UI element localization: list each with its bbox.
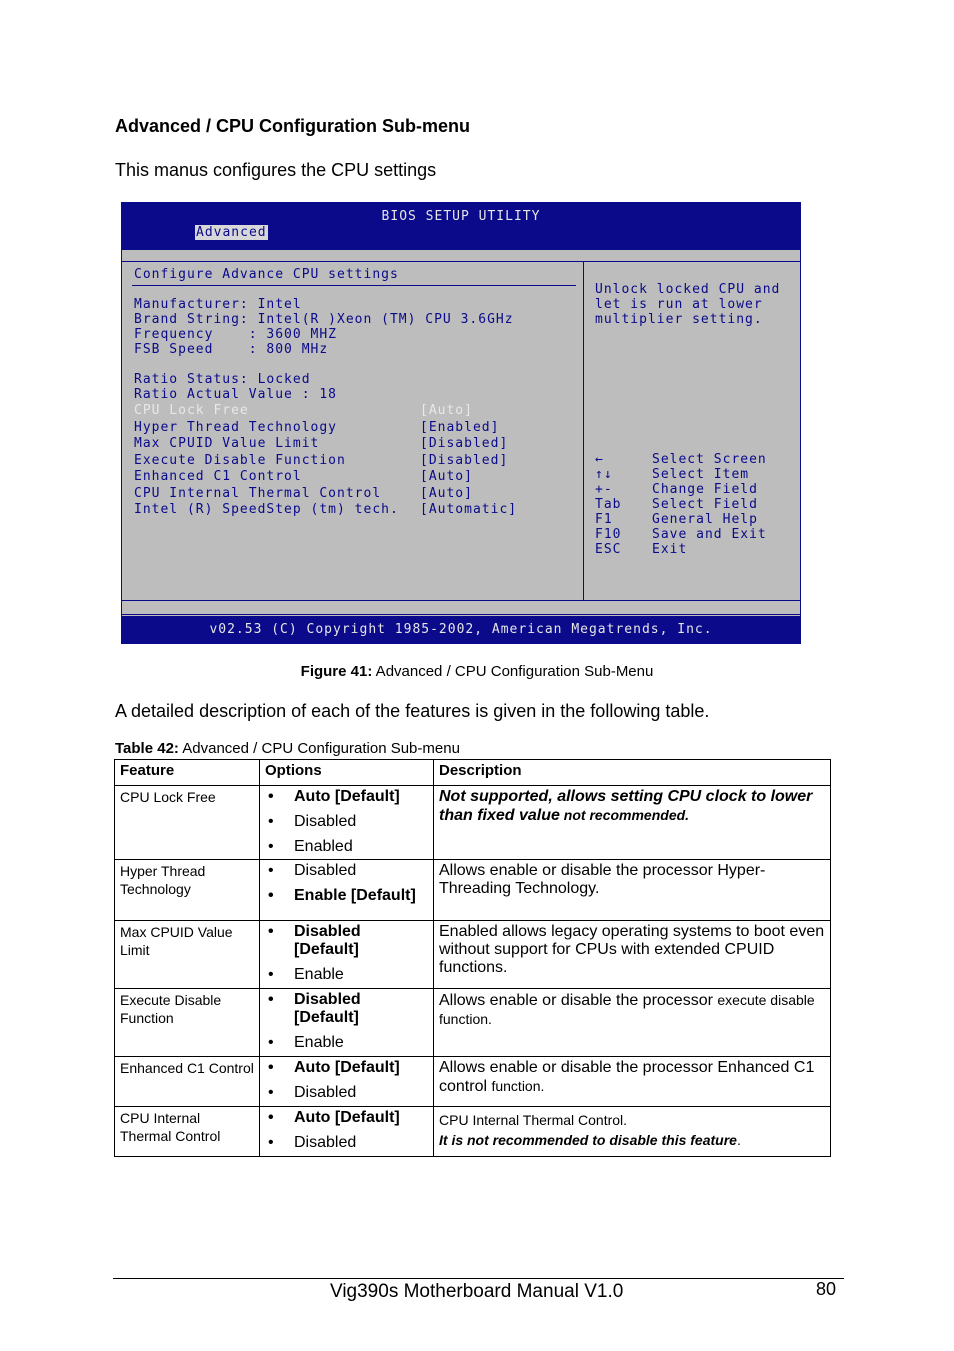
feature-cell: Max CPUID Value Limit	[115, 921, 260, 989]
description-cell	[434, 786, 831, 860]
bios-info-line: Manufacturer: Intel	[134, 297, 302, 312]
feature-cell: Enhanced C1 Control	[115, 1057, 260, 1107]
option-item: • Enable	[265, 966, 428, 984]
bios-setting-name[interactable]: CPU Lock Free	[134, 403, 249, 418]
bios-setting-value[interactable]: [Auto]	[420, 403, 473, 418]
description-note: function.	[491, 1078, 545, 1094]
bios-key-action: Change Field	[652, 482, 758, 497]
header-description: Description	[434, 760, 831, 786]
table-label: Table 42:	[115, 740, 179, 757]
feature-cell: Hyper Thread Technology	[115, 860, 260, 921]
option-item: • Disabled [Default]	[265, 923, 428, 959]
description-cell: Enabled allows legacy operating systems to boot even without support for CPUs with extended CPUID functions.	[434, 921, 831, 989]
bios-info-line: Ratio Actual Value : 18	[134, 387, 338, 402]
bios-key: ↑↓	[595, 467, 613, 482]
option-item: • Disabled	[265, 862, 428, 880]
table-caption	[115, 740, 460, 757]
header-options: Options	[260, 760, 434, 786]
options-cell	[260, 1107, 434, 1157]
bios-info-line: Brand String: Intel(R )Xeon (TM) CPU 3.6GHz	[134, 312, 514, 327]
description-text: CPU Internal Thermal Control.	[439, 1112, 628, 1128]
description-warning	[439, 1131, 825, 1149]
description-note: execute disable function.	[439, 992, 815, 1027]
description-emphasis: Not supported, allows setting CPU clock to lower than fixed value	[439, 788, 813, 824]
bios-footer: v02.53 (C) Copyright 1985-2002, American Megatrends, Inc.	[122, 616, 800, 643]
option-item: • Disabled [Default]	[265, 991, 428, 1027]
bios-setting-value[interactable]: [Disabled]	[420, 436, 509, 451]
description-note: not recommended.	[559, 807, 690, 823]
description-cell	[434, 1107, 831, 1157]
bios-setting-name[interactable]: Intel (R) SpeedStep (tm) tech.	[134, 502, 399, 517]
bios-screenshot	[121, 202, 801, 644]
option-item: • Enabled	[265, 838, 428, 856]
bios-setting-name[interactable]: Max CPUID Value Limit	[134, 436, 320, 451]
options-cell	[260, 921, 434, 989]
bios-key-action: Select Item	[652, 467, 750, 482]
bios-divider-footer	[122, 614, 800, 615]
figure-label: Figure 41:	[300, 663, 373, 680]
options-cell	[260, 989, 434, 1057]
description-cell	[434, 989, 831, 1057]
feature-cell: Execute Disable Function	[115, 989, 260, 1057]
description-text: Allows enable or disable the processor	[439, 992, 718, 1009]
description-cell	[434, 1057, 831, 1107]
bios-key: F1	[595, 512, 613, 527]
option-item: • Auto [Default]	[265, 788, 428, 806]
option-item: • Disabled	[265, 813, 428, 831]
bios-setting-value[interactable]: [Enabled]	[420, 419, 500, 435]
bios-setting-name[interactable]: Execute Disable Function	[134, 452, 346, 468]
bios-key-action: Exit	[652, 542, 688, 557]
bios-key-action: General Help	[652, 512, 758, 527]
features-table	[114, 759, 831, 1157]
warning-emphasis: It is not recommended to disable this feature	[439, 1132, 737, 1148]
bios-section-underline	[132, 285, 576, 286]
bios-key: Tab	[595, 497, 622, 512]
section-heading: Advanced / CPU Configuration Sub-menu	[115, 116, 471, 136]
intro-text: This manus configures the CPU settings	[115, 160, 437, 180]
option-item: • Disabled	[265, 1134, 428, 1152]
bios-setting-name[interactable]: Hyper Thread Technology	[134, 419, 338, 435]
bios-header	[122, 203, 800, 250]
options-cell	[260, 786, 434, 860]
bios-info-line: Frequency : 3600 MHZ	[134, 327, 338, 342]
page-number: 80	[816, 1279, 837, 1299]
table-row	[115, 860, 831, 921]
bios-setting-value[interactable]: [Automatic]	[420, 502, 518, 517]
bios-setting-name[interactable]: CPU Internal Thermal Control	[134, 485, 382, 501]
table-header-row	[115, 760, 831, 786]
bios-setting-name[interactable]: Enhanced C1 Control	[134, 469, 302, 484]
bios-tab-advanced[interactable]: Advanced	[196, 225, 267, 240]
bios-key-action: Save and Exit	[652, 527, 767, 542]
bios-key: F10	[595, 527, 622, 542]
table-row	[115, 1107, 831, 1157]
options-cell	[260, 1057, 434, 1107]
bios-setting-value[interactable]: [Auto]	[420, 485, 473, 501]
bios-section-title: Configure Advance CPU settings	[134, 267, 399, 282]
option-item: • Auto [Default]	[265, 1059, 428, 1077]
bios-divider-bottom	[122, 600, 800, 601]
description-cell: Allows enable or disable the processor Hyper-Threading Technology.	[434, 860, 831, 921]
table-row	[115, 1057, 831, 1107]
option-item: • Disabled	[265, 1084, 428, 1102]
bios-info-line: Ratio Status: Locked	[134, 372, 311, 387]
table-row	[115, 921, 831, 989]
bios-key: ←	[595, 452, 604, 467]
description-paragraph: A detailed description of each of the features is given in the following table.	[115, 701, 710, 721]
bios-info-line: FSB Speed : 800 MHz	[134, 342, 329, 357]
feature-cell: CPU Internal Thermal Control	[115, 1107, 260, 1157]
bios-help-text: Unlock locked CPU and let is run at lower multiplier setting.	[595, 282, 781, 327]
header-feature: Feature	[115, 760, 260, 786]
bios-setting-value[interactable]: [Auto]	[420, 469, 473, 484]
bios-setting-value[interactable]: [Disabled]	[420, 452, 509, 468]
feature-cell: CPU Lock Free	[115, 786, 260, 860]
bios-key: +-	[595, 482, 613, 497]
bios-key-action: Select Field	[652, 497, 758, 512]
bios-title: BIOS SETUP UTILITY	[381, 209, 541, 224]
option-item: • Auto [Default]	[265, 1109, 428, 1127]
table-row	[115, 786, 831, 860]
option-item: • Enable	[265, 1034, 428, 1052]
options-cell	[260, 860, 434, 921]
footer-rule	[113, 1278, 844, 1279]
table-row	[115, 989, 831, 1057]
warning-end: .	[736, 1132, 741, 1148]
figure-caption	[0, 663, 954, 680]
table-caption-text: Advanced / CPU Configuration Sub-menu	[178, 740, 460, 757]
bios-key-action: Select Screen	[652, 452, 767, 467]
figure-caption-text: Advanced / CPU Configuration Sub-Menu	[372, 663, 654, 680]
description-text: Allows enable or disable the processor Enhanced C1 control	[439, 1059, 815, 1095]
footer-title: Vig390s Motherboard Manual V1.0	[330, 1281, 624, 1302]
bios-key: ESC	[595, 542, 622, 557]
option-item: • Enable [Default]	[265, 887, 428, 905]
